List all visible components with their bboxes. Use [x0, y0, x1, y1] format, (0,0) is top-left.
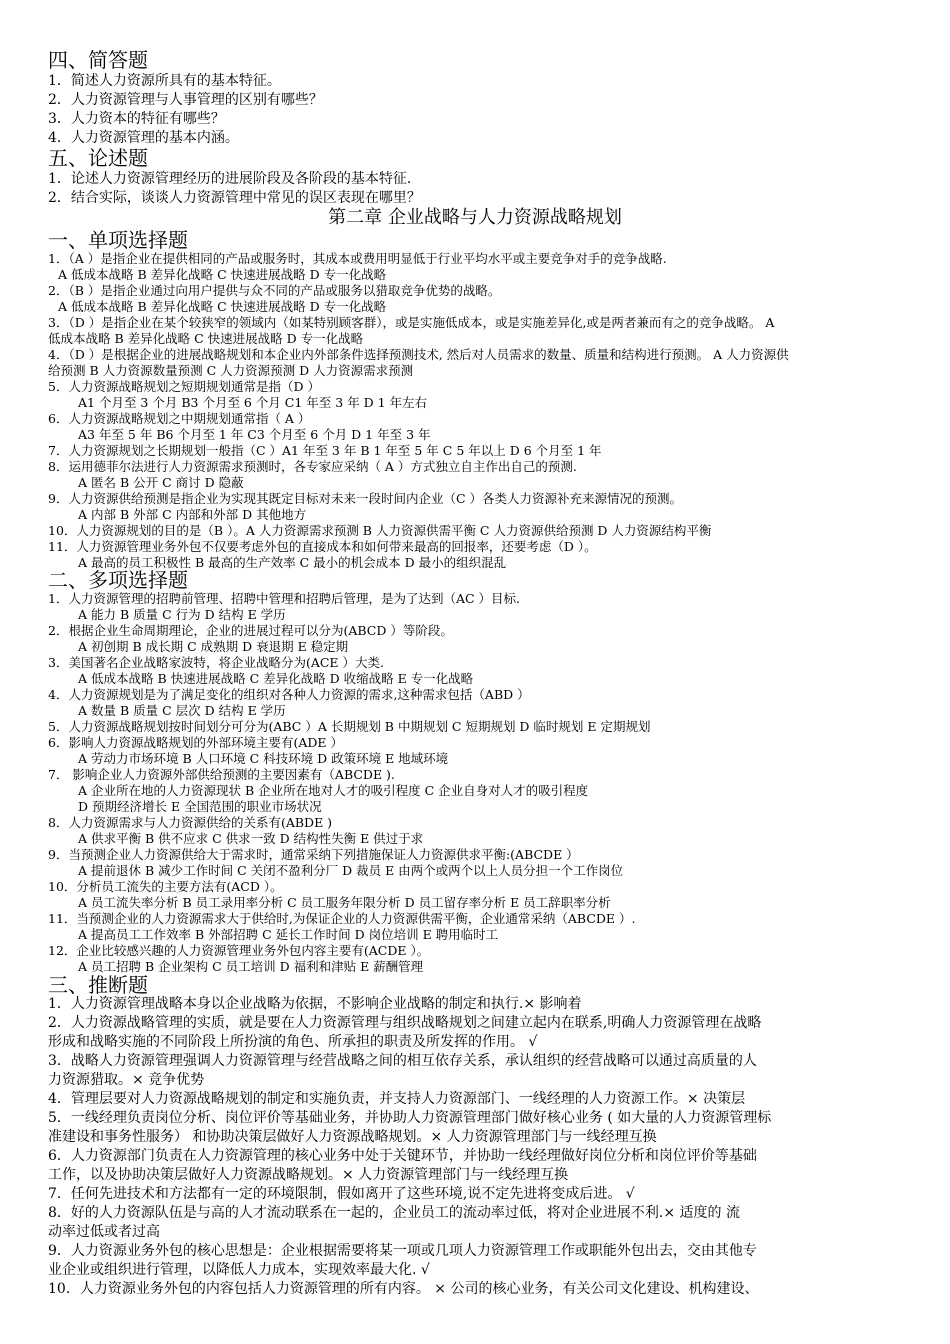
question-line: 2．根据企业生命周期理论，企业的进展过程可以分为(ABCD ）等阶段。 [48, 623, 453, 638]
option-line: A 员工招聘 B 企业架构 C 员工培训 D 福利和津贴 E 薪酬管理 [78, 959, 424, 974]
statement-line: 6．人力资源部门负责在人力资源管理的核心业务中处于关键环节，并协助一线经理做好岗位分析和岗位评价等基础 [48, 1148, 757, 1164]
statement-line: 3．战略人力资源管理强调人力资源管理与经营战略之间的相互依存关系，承认组织的经营战略可以通过高质量的人 [48, 1053, 757, 1069]
statement-line: 8．好的人力资源队伍是与高的人才流动联系在一起的，企业员工的流动率过低，将对企业进展不利.× 适度的 流 [48, 1205, 740, 1221]
question-line: 4．（D ）是根据企业的进展战略规划和本企业内外部条件选择预测技术, 然后对人员需求的数量、质量和结构进行预测。 A 人力资源供 [48, 347, 789, 362]
question-line: 9．人力资源供给预测是指企业为实现其既定目标对未来一段时间内企业（C ）各类人力资源补充来源情况的预测。 [48, 491, 682, 506]
section-heading-single-choice: 一、单项选择题 [48, 228, 188, 252]
option-line: A 提高员工工作效率 B 外部招聘 C 延长工作时间 D 岗位培训 E 聘用临时工 [78, 927, 499, 942]
question-line: 4．人力资源规划是为了满足变化的组织对各种人力资源的需求,这种需求包括（ABD ） [48, 687, 530, 702]
option-line: A3 年至 5 年 B6 个月至 1 年 C3 个月至 6 个月 D 1 年至 3 年 [78, 427, 431, 442]
question-item: 2．结合实际，谈谈人力资源管理中常见的误区表现在哪里？ [48, 190, 421, 206]
option-line: A 数量 B 质量 C 层次 D 结构 E 学历 [78, 703, 286, 718]
question-line: 7． 影响企业人力资源外部供给预测的主要因素有（ABCDE ). [48, 767, 395, 782]
question-line: 11．人力资源管理业务外包不仅要考虑外包的直接成本和如何带来最高的回报率，还要考虑（D ）。 [48, 539, 597, 554]
section-heading-essay: 五、论述题 [48, 146, 148, 170]
option-line: A 企业所在地的人力资源现状 B 企业所在地对人才的吸引程度 C 企业自身对人才的吸引程度 [78, 783, 589, 798]
question-line: 1．人力资源管理的招聘前管理、招聘中管理和招聘后管理，是为了达到（AC ）目标. [48, 591, 520, 606]
section-heading-multiple-choice: 二、多项选择题 [48, 568, 188, 592]
question-line: 2．（B ）是指企业通过向用户提供与众不同的产品或服务以猎取竞争优势的战略。 [48, 283, 501, 298]
question-line: 5．人力资源战略规划之短期规划通常是指（D ） [48, 379, 320, 394]
question-item: 1．论述人力资源管理经历的进展阶段及各阶段的基本特征. [48, 171, 412, 187]
question-line: 7．人力资源规划之长期规划一般指（C ）A1 年至 3 年 B 1 年至 5 年 C 5 年以上 D 6 个月至 1 年 [48, 443, 602, 458]
option-line: A 初创期 B 成长期 C 成熟期 D 衰退期 E 稳定期 [78, 639, 349, 654]
question-line: 8．人力资源需求与人力资源供给的关系有(ABDE ) [48, 815, 333, 830]
statement-line: 业企业或组织进行管理，以降低人力成本，实现效率最大化. √ [48, 1262, 430, 1278]
option-line: 给预测 B 人力资源数量预测 C 人力资源预测 D 人力资源需求预测 [48, 363, 414, 378]
option-line: A 低成本战略 B 差异化战略 C 快速进展战略 D 专一化战略 [58, 267, 387, 282]
question-line: 1．（A ）是指企业在提供相同的产品或服务时，其成本或费用明显低于行业平均水平或主要竞争对手的竞争战略. [48, 251, 667, 266]
statement-line: 10．人力资源业务外包的内容包括人力资源管理的所有内容。 × 公司的核心业务，有关公司文化建设、机构建设、 [48, 1281, 759, 1297]
question-line: 10．人力资源规划的目的是（B ）。A 人力资源需求预测 B 人力资源供需平衡 C 人力资源供给预测 D 人力资源结构平衡 [48, 523, 712, 538]
statement-line: 7．任何先进技术和方法都有一定的环境限制，假如离开了这些环境,说不定先进将变成后进。 √ [48, 1186, 635, 1202]
question-line: 6．影响人力资源战略规划的外部环境主要有(ADE ） [48, 735, 343, 750]
statement-line: 5．一线经理负责岗位分析、岗位评价等基础业务，并协助人力资源管理部门做好核心业务 ( 如大量的人力资源管理标 [48, 1110, 772, 1126]
option-line: A 匿名 B 公开 C 商讨 D 隐蔽 [78, 475, 244, 490]
option-line: A 能力 B 质量 C 行为 D 结构 E 学历 [78, 607, 286, 622]
question-line: 5．人力资源战略规划按时间划分可分为(ABC ）A 长期规划 B 中期规划 C 短期规划 D 临时规划 E 定期规划 [48, 719, 651, 734]
question-line: 10．分析员工流失的主要方法有(ACD ）。 [48, 879, 283, 894]
option-line: A 提前退休 B 减少工作时间 C 关闭不盈利分厂 D 裁员 E 由两个或两个以上人员分担一个工作岗位 [78, 863, 624, 878]
option-line: A 员工流失率分析 B 员工录用率分析 C 员工服务年限分析 D 员工留存率分析 E 员工辞职率分析 [78, 895, 611, 910]
question-line: 6．人力资源战略规划之中期规划通常指（ A ） [48, 411, 311, 426]
question-line: 11．当预测企业的人力资源需求大于供给时,为保证企业的人力资源供需平衡，企业通常采纳（ABCDE ）. [48, 911, 636, 926]
option-line: A 内部 B 外部 C 内部和外部 D 其他地方 [78, 507, 307, 522]
section-heading-short-answer: 四、简答题 [48, 48, 148, 72]
statement-line: 4．管理层要对人力资源战略规划的制定和实施负责，并支持人力资源部门、一线经理的人力资源工作。× 决策层 [48, 1091, 746, 1107]
question-item: 3．人力资本的特征有哪些？ [48, 111, 225, 127]
option-line: A 低成本战略 B 快速进展战略 C 差异化战略 D 收缩战略 E 专一化战略 [78, 671, 474, 686]
question-line: 3．（D ）是指企业在某个较狭窄的领域内（如某特别顾客群），或是实施低成本，或是实施差异化,或是两者兼而有之的竞争战略。 A [48, 315, 775, 330]
question-line: 9．当预测企业人力资源供给大于需求时，通常采纳下列措施保证人力资源供求平衡:(ABCDE ） [48, 847, 579, 862]
question-line: 8．运用德菲尔法进行人力资源需求预测时，各专家应采纳（ A ）方式独立自主作出自己的预测. [48, 459, 577, 474]
statement-line: 9．人力资源业务外包的核心思想是：企业根据需要将某一项或几项人力资源管理工作或职能外包出去，交由其他专 [48, 1243, 757, 1259]
statement-line: 形成和战略实施的不同阶段上所扮演的角色、所承担的职责及所发挥的作用。 √ [48, 1034, 538, 1050]
question-item: 1．简述人力资源所具有的基本特征。 [48, 73, 281, 89]
option-line: A 低成本战略 B 差异化战略 C 快速进展战略 D 专一化战略 [58, 299, 387, 314]
chapter-title: 第二章 企业战略与人力资源战略规划 [328, 207, 622, 228]
section-heading-judgement: 三、推断题 [48, 973, 148, 997]
statement-line: 力资源猎取。× 竞争优势 [48, 1072, 205, 1088]
option-line: A 劳动力市场环境 B 人口环境 C 科技环境 D 政策环境 E 地域环境 [78, 751, 449, 766]
question-item: 4．人力资源管理的基本内涵。 [48, 130, 239, 146]
statement-line: 动率过低或者过高 [48, 1224, 160, 1240]
question-item: 2．人力资源管理与人事管理的区别有哪些？ [48, 92, 323, 108]
question-line: 3．美国著名企业战略家波特，将企业战略分为(ACE ）大类. [48, 655, 384, 670]
statement-line: 工作，以及协助决策层做好人力资源战略规划。× 人力资源管理部门与一线经理互换 [48, 1167, 569, 1183]
option-line: A1 个月至 3 个月 B3 个月至 6 个月 C1 年至 3 年 D 1 年左右 [78, 395, 428, 410]
option-line: A 最高的员工积极性 B 最高的生产效率 C 最小的机会成本 D 最小的组织混乱 [78, 555, 507, 570]
statement-line: 2．人力资源战略管理的实质，就是要在人力资源管理与组织战略规划之间建立起内在联系,明确人力资源管理在战略 [48, 1015, 762, 1031]
option-line: 低成本战略 B 差异化战略 C 快速进展战略 D 专一化战略 [48, 331, 364, 346]
statement-line: 准建设和事务性服务） 和协助决策层做好人力资源战略规划。× 人力资源管理部门与一线经理互换 [48, 1129, 657, 1145]
option-line: D 预期经济增长 E 全国范围的职业市场状况 [78, 799, 322, 814]
question-line: 12．企业比较感兴趣的人力资源管理业务外包内容主要有(ACDE ）。 [48, 943, 430, 958]
statement-line: 1．人力资源管理战略本身以企业战略为依据，不影响企业战略的制定和执行.× 影响着 [48, 996, 582, 1012]
option-line: A 供求平衡 B 供不应求 C 供求一致 D 结构性失衡 E 供过于求 [78, 831, 424, 846]
